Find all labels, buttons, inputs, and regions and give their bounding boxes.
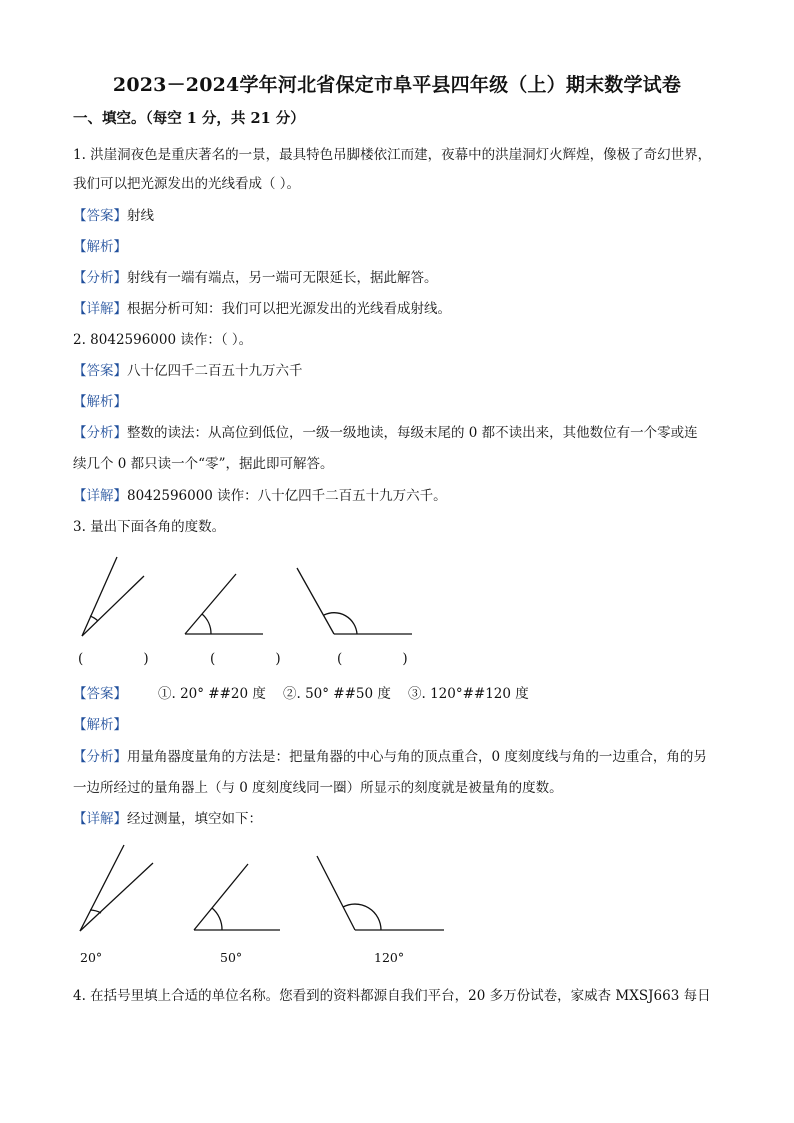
analysis-label: 【分析】 [73, 270, 127, 286]
q2-analysis-line2: 续几个 0 都只读一个“零”，据此即可解答。 [73, 456, 334, 472]
q1-jiexi-label: 【解析】 [73, 239, 127, 255]
angle-ray [80, 845, 124, 931]
answer-value: 射线 [127, 208, 154, 224]
analysis-text: 整数的读法：从高位到低位，一级一级地读，每级末尾的 0 都不读出来，其他数位有一个零或连 [127, 425, 698, 441]
exam-title: 2023－2024学年河北省保定市阜平县四年级（上）期末数学试卷 [112, 74, 682, 96]
q4-text: 4. 在括号里填上合适的单位名称。您看到的资料都源自我们平台，20 多万份试卷，家威杏 MXSJ663 每日 [73, 988, 711, 1004]
angle-ray [185, 574, 236, 634]
q3-analysis-line1 [73, 745, 707, 765]
q3-blank-3: ( ) [337, 651, 408, 667]
angle-ray [82, 576, 144, 636]
analysis-text: 用量角器度量角的方法是：把量角器的中心与角的顶点重合，0 度刻度线与角的一边重合，角的另 [127, 749, 707, 765]
q3-answer-3: ③. 120°##120 度 [408, 686, 529, 702]
q1-text-line1: 1. 洪崖洞夜色是重庆著名的一景，最具特色吊脚楼依江而建，夜幕中的洪崖洞灯火辉煌，像极了奇幻世界， [73, 147, 712, 163]
answer-value: 八十亿四千二百五十九万六千 [127, 363, 303, 379]
detail-text: 经过测量，填空如下： [127, 811, 262, 827]
detail-label: 【详解】 [73, 488, 127, 504]
detail-text: 根据分析可知：我们可以把光源发出的光线看成射线。 [127, 301, 451, 317]
angle-ray [80, 863, 153, 931]
section-heading: 一、填空。（每空 1 分，共 21 分） [73, 110, 305, 127]
q3-blank-1: ( ) [78, 651, 149, 667]
q3-detail [73, 807, 262, 827]
angle-20-figure [82, 557, 144, 636]
angle-arc [202, 614, 211, 634]
analysis-text: 射线有一端有端点，另一端可无限延长，据此解答。 [127, 270, 438, 286]
degree-label-20: 20° [80, 950, 103, 965]
angle-50-figure [185, 574, 263, 634]
q3-analysis-line2: 一边所经过的量角器上（与 0 度刻度线同一圈）所显示的刻度就是被量角的度数。 [73, 780, 563, 796]
detail-angle-120-figure [317, 856, 444, 930]
analysis-label: 【分析】 [73, 749, 127, 765]
q3-jiexi-label: 【解析】 [73, 717, 127, 733]
q3-answer-label: 【答案】 [73, 686, 127, 702]
degree-label-50: 50° [220, 950, 243, 965]
q3-blank-2: ( ) [210, 651, 281, 667]
angle-arc [324, 613, 357, 634]
q1-text-line2: 我们可以把光源发出的光线看成（ ）。 [73, 176, 301, 192]
detail-angle-20-figure [80, 845, 153, 931]
angle-120-figure [297, 568, 412, 634]
analysis-label: 【分析】 [73, 425, 127, 441]
detail-text: 8042596000 读作：八十亿四千二百五十九万六千。 [127, 488, 447, 504]
angle-ray [82, 557, 117, 636]
angle-ray [297, 568, 334, 634]
q2-text: 2. 8042596000 读作：（ ）。 [73, 332, 253, 348]
degree-label-120: 120° [374, 950, 405, 965]
detail-label: 【详解】 [73, 301, 127, 317]
q3-answer-2: ②. 50° ##50 度 [283, 686, 391, 702]
q3-answer-1: ①. 20° ##20 度 [158, 686, 266, 702]
angle-arc [212, 908, 222, 930]
answer-label: 【答案】 [73, 363, 127, 379]
angle-arc [90, 910, 101, 913]
angle-arc [90, 616, 98, 621]
angle-ray [317, 856, 355, 930]
detail-label: 【详解】 [73, 811, 127, 827]
detail-angle-50-figure [194, 864, 280, 930]
answer-label: 【答案】 [73, 208, 127, 224]
q3-text: 3. 量出下面各角的度数。 [73, 519, 226, 535]
q2-jiexi-label: 【解析】 [73, 394, 127, 410]
